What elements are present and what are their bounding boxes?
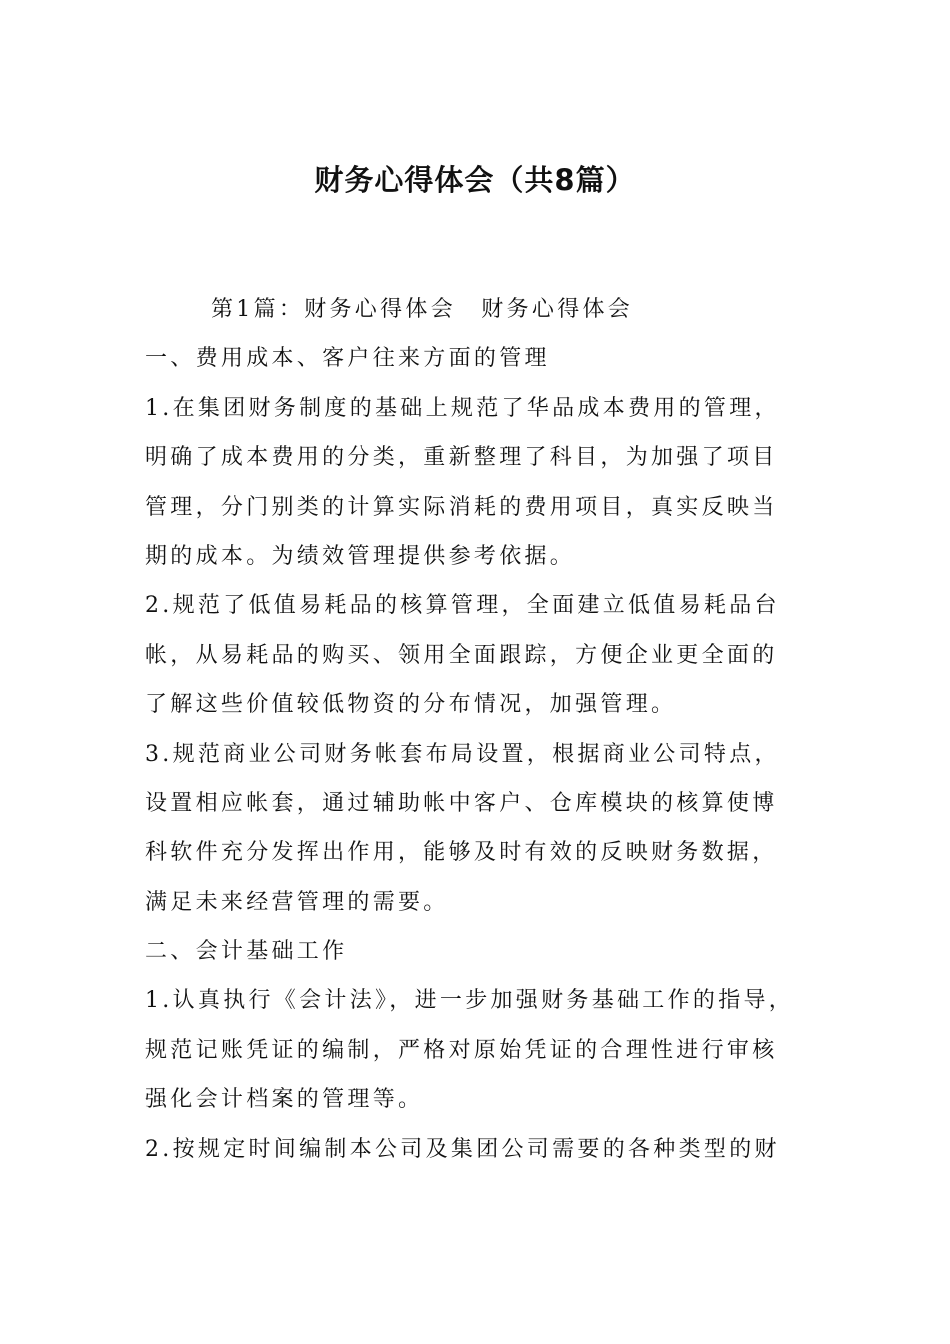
paragraph-line: 2.规范了低值易耗品的核算管理，全面建立低值易耗品台 xyxy=(145,593,780,619)
document-title: 财务心得体会（共8篇） xyxy=(314,163,636,197)
subsection-heading: 一、费用成本、客户往来方面的管理 xyxy=(145,346,550,372)
paragraph-line: 规范记账凭证的编制，严格对原始凭证的合理性进行审核 xyxy=(145,1037,778,1063)
paragraph-line: 2.按规定时间编制本公司及集团公司需要的各种类型的财 xyxy=(145,1136,780,1162)
paragraph-line: 帐，从易耗品的购买、领用全面跟踪，方便企业更全面的 xyxy=(145,642,778,668)
document-body xyxy=(145,285,835,1174)
paragraph-line: 明确了成本费用的分类，重新整理了科目，为加强了项目 xyxy=(145,445,778,471)
paragraph-line: 强化会计档案的管理等。 xyxy=(145,1087,424,1113)
section-heading: 第1篇：财务心得体会 财务心得体会 xyxy=(211,297,634,322)
paragraph-line: 1.认真执行《会计法》，进一步加强财务基础工作的指导， xyxy=(145,988,795,1014)
subsection-heading: 二、会计基础工作 xyxy=(145,939,348,965)
paragraph-line: 1.在集团财务制度的基础上规范了华品成本费用的管理， xyxy=(145,395,780,421)
paragraph-line: 科软件充分发挥出作用，能够及时有效的反映财务数据， xyxy=(145,840,778,866)
paragraph-line: 期的成本。为绩效管理提供参考依据。 xyxy=(145,543,576,569)
paragraph-line: 满足未来经营管理的需要。 xyxy=(145,889,449,915)
paragraph-line: 管理，分门别类的计算实际消耗的费用项目，真实反映当 xyxy=(145,494,778,520)
paragraph-line: 了解这些价值较低物资的分布情况，加强管理。 xyxy=(145,692,677,718)
paragraph-line: 3.规范商业公司财务帐套布局设置，根据商业公司特点， xyxy=(145,741,780,767)
paragraph-line: 设置相应帐套，通过辅助帐中客户、仓库模块的核算使博 xyxy=(145,790,778,816)
